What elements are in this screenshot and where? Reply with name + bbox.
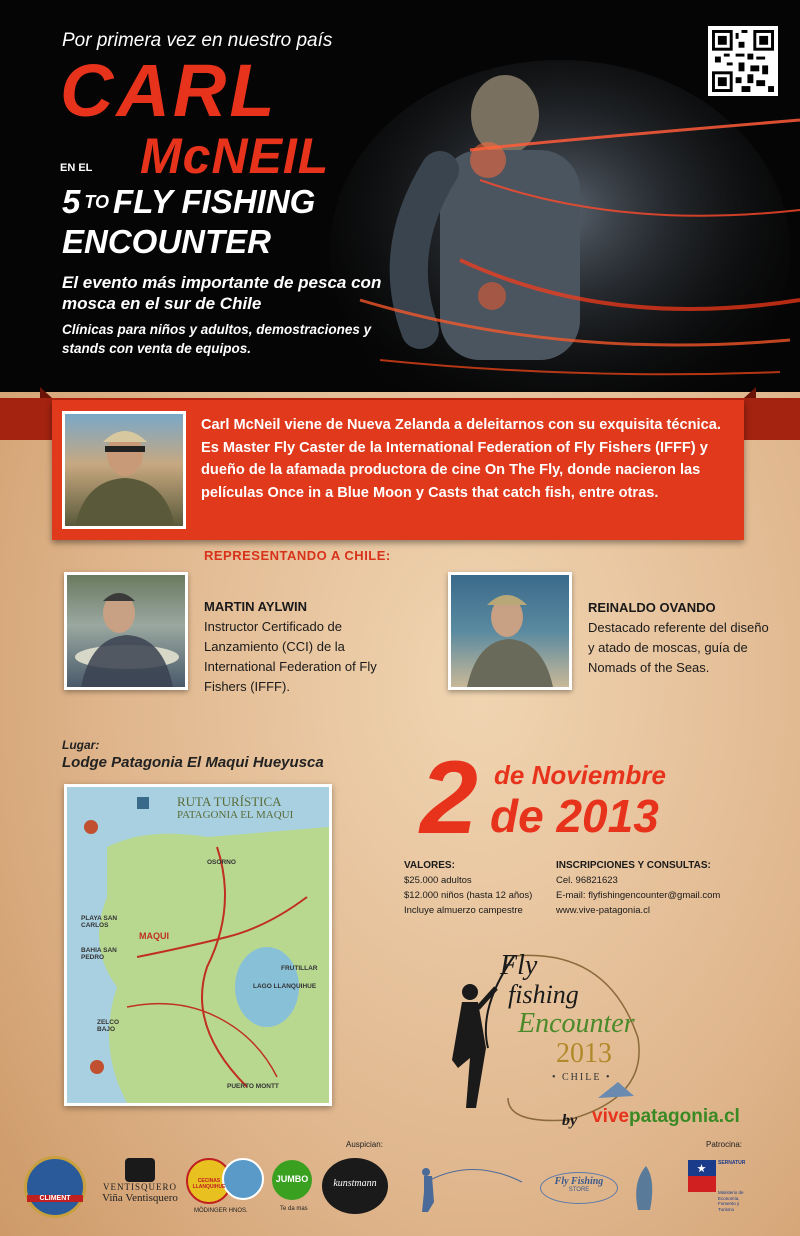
map-label: OSORNO [207,859,236,866]
leaping-fish-icon [632,1162,662,1214]
climent-text: CLIMENT [27,1195,83,1202]
representing-heading: REPRESENTANDO A CHILE: [204,548,391,563]
headline-first-name: CARL [60,49,278,132]
headline-last-name: McNEIL [140,128,330,184]
vive-text: vive [592,1106,629,1127]
bio-text: Carl McNeil viene de Nueva Zelanda a deleitarnos con su exquisita técnica. Es Master Fly Caster de la International Federation of Fly Fishers (IFFF) y dueño de la afamada productora de cine On The Fly, donde nacieron las películas Once in a Blue Moon y Casts that catch fish, entre otras. [201,417,721,501]
ventisquero-name: Viña Ventisquero [102,1192,178,1204]
person-name-martin: MARTIN AYLWIN [204,599,308,614]
map-title-line1: RUTA TURÍSTICA [177,794,282,809]
sernatur-logo [688,1160,750,1220]
tourist-route-map [64,784,332,1106]
jumbo-text: JUMBO [275,1174,309,1184]
patagonia-text: patagonia.cl [628,1106,740,1127]
event-year: de 2013 [490,790,659,842]
event-month: de Noviembre [494,760,666,790]
modinger-text: MÖDINGER HNOS. [194,1208,248,1214]
price-kids: $12.000 niños (hasta 12 años) [404,890,533,901]
event-number-sup: TO [84,192,110,212]
prices-block [404,858,554,918]
patron-label: Patrocina: [706,1140,743,1149]
carl-mcneil-photo [62,411,186,529]
event-day: 2 [420,740,478,856]
prices-heading: VALORES: [404,860,455,871]
ventisquero-logo [98,1158,182,1218]
map-title-line2: PATAGONIA EL MAQUI [177,809,294,821]
reinaldo-portrait [451,575,569,687]
price-adults: $25.000 adultos [404,875,472,886]
fly-fishing-store-logo [404,1162,664,1214]
event-subdescription: Clínicas para niños y adultos, demostraciones y stands con venta de equipos. [62,322,372,356]
map-label: PLAYA SAN CARLOS [81,915,118,929]
logo-encounter: Encounter [518,1008,635,1039]
fly-store-text: Fly Fishing [554,1176,604,1187]
martin-aylwin-photo [64,572,188,690]
event-description: El evento más importante de pesca con mosca en el sur de Chile [62,273,382,313]
sponsors-label: Auspician: [346,1140,383,1149]
logo-year: 2013 [556,1038,612,1069]
map-label: MAQUI [139,931,169,941]
qr-code[interactable] [708,26,778,96]
person-name-reinaldo: REINALDO OVANDO [588,600,716,615]
logo-fishing: fishing [508,980,579,1009]
cecinas-llanquihue-logo [184,1156,268,1218]
contact-heading: INSCRIPCIONES Y CONSULTAS: [556,860,711,871]
sernatur-text: SERNATUR [718,1160,746,1166]
map-label: PUERTO MONTT [227,1083,279,1090]
logo-country: • CHILE • [552,1072,612,1083]
event-title-line1 [62,184,315,220]
reinaldo-ovando-photo [448,572,572,690]
tagline: Por primera vez en nuestro país [62,30,333,51]
vivepatagonia-logo[interactable] [592,1106,740,1128]
fly-store-badge [540,1172,618,1204]
climent-logo [24,1156,86,1218]
venue-label: Lugar: [62,738,100,752]
map-label: BAHIA SAN PEDRO [81,947,117,961]
event-line1-text: FLY FISHING [113,183,316,220]
carl-portrait [65,414,183,526]
map-illustration [67,787,329,1103]
contact-web[interactable]: www.vive-patagonia.cl [556,905,650,916]
ventisquero-brand: VENTISQUERO [103,1182,177,1192]
cecinas-text: CECINAS LLANQUIHUE [192,1178,226,1190]
chile-flag-icon [688,1160,716,1192]
person-desc-reinaldo: Destacado referente del diseño y atado de moscas, guía de Nomads of the Seas. [588,620,769,675]
angler-silhouette-icon [404,1162,524,1214]
event-number: 5 [62,183,81,220]
jumbo-logo [272,1160,312,1200]
ventisquero-emblem-icon [125,1158,155,1182]
en-el-label: EN EL [60,162,93,174]
ministerio-text: Ministerio de Economía, Fomento y Turismo [718,1190,744,1212]
martin-portrait [67,575,185,687]
person-desc-martin: Instructor Certificado de Lanzamiento (CCI) de la International Federation of Fly Fishers (IFFF). [204,619,377,694]
qr-code-icon [712,30,774,92]
kunstmann-text: kunstmann [333,1178,377,1189]
price-includes: Incluye almuerzo campestre [404,905,523,916]
hero-section [0,0,800,392]
contact-email[interactable]: E-mail: flyfishingencounter@gmail.com [556,890,721,901]
map-label: ZELCO BAJO [97,1019,120,1033]
kunstmann-logo [322,1158,388,1214]
logo-fly: Fly [500,950,538,981]
venue-name: Lodge Patagonia El Maqui Hueyusca [62,754,324,771]
map-label: LAGO LLANQUIHUE [253,983,317,990]
contact-phone[interactable]: Cel. 96821623 [556,875,618,886]
logo-by: by [562,1112,578,1129]
jumbo-tagline: Te da mas [280,1206,308,1212]
event-title-line2: ENCOUNTER [62,223,272,260]
map-label: FRUTILLAR [281,965,318,972]
contact-block [556,858,756,918]
fly-store-sub: STORE [568,1187,590,1193]
